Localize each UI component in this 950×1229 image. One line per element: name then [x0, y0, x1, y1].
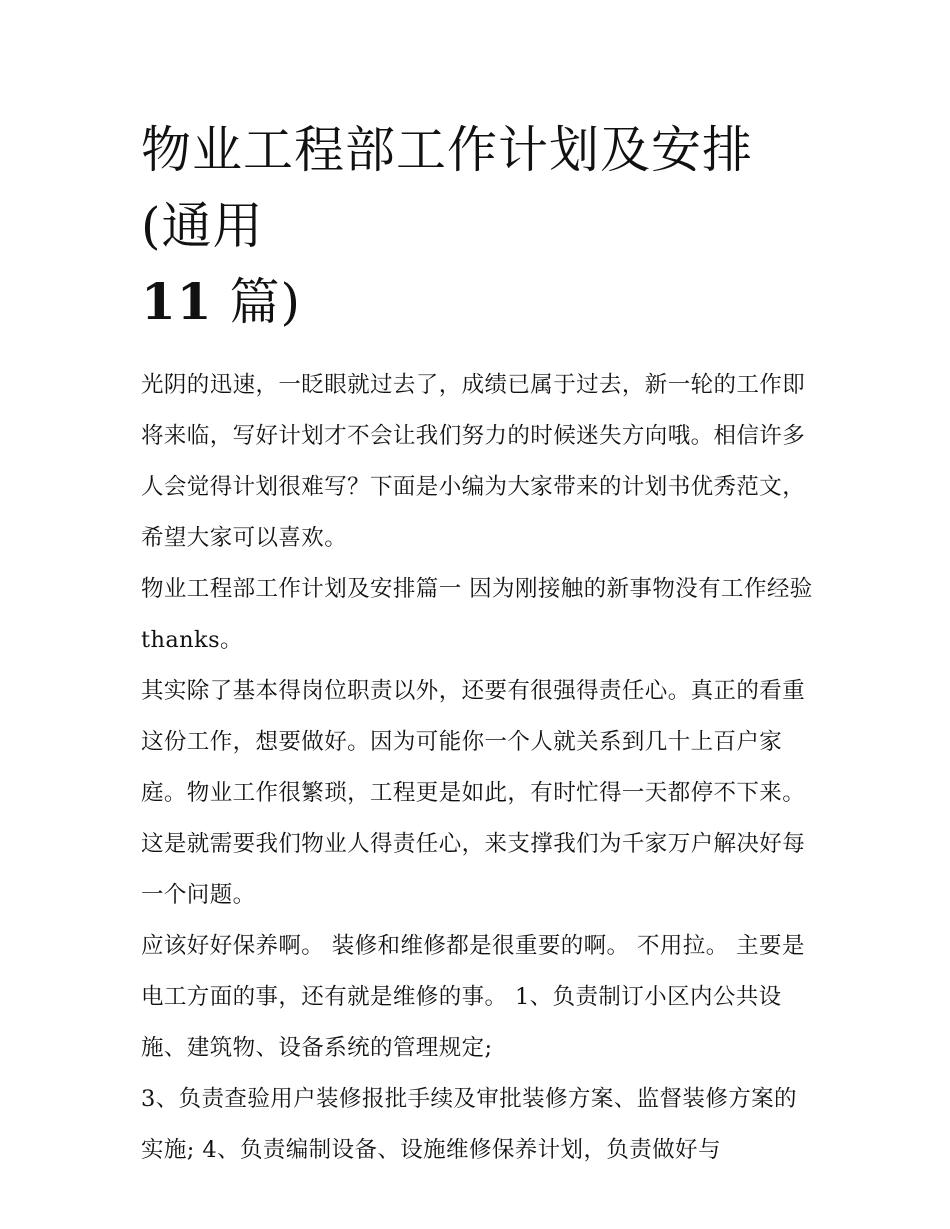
document-body	[141, 112, 816, 1176]
paragraph-section-one: 物业工程部工作计划及安排篇一 因为刚接触的新事物没有工作经验 thanks。	[141, 576, 813, 653]
document-title	[141, 112, 816, 340]
paragraph-intro: 光阴的迅速，一眨眼就过去了，成绩已属于过去，新一轮的工作即将来临，写好计划才不会让我们努力的时候迷失方向哦。相信许多人会觉得计划很难写？下面是小编为大家带来的计划书优秀范文，希望大家可以喜欢。	[141, 372, 806, 551]
paragraph-maintenance: 应该好好保养啊。 装修和维修都是很重要的啊。 不用拉。 主要是电工方面的事，还有就是维修的事。 1、负责制订小区内公共设施、建筑物、设备系统的管理规定;	[141, 933, 805, 1061]
paragraph-duties: 3、负责查验用户装修报批手续及审批装修方案、监督装修方案的实施; 4、负责编制设备、设施维修保养计划，负责做好与	[141, 1086, 797, 1163]
title-text-part2: 篇)	[229, 273, 302, 331]
title-number: 11	[141, 272, 213, 331]
paragraph-responsibility: 其实除了基本得岗位职责以外，还要有很强得责任心。真正的看重这份工作，想要做好。因为可能你一个人就关系到几十上百户家庭。物业工作很繁琐，工程更是如此，有时忙得一天都停不下来。这是就需要我们物业人得责任心，来支撑我们为千家万户解决好每一个问题。	[141, 678, 806, 908]
title-text-part1: 物业工程部工作计划及安排(通用	[141, 121, 753, 255]
